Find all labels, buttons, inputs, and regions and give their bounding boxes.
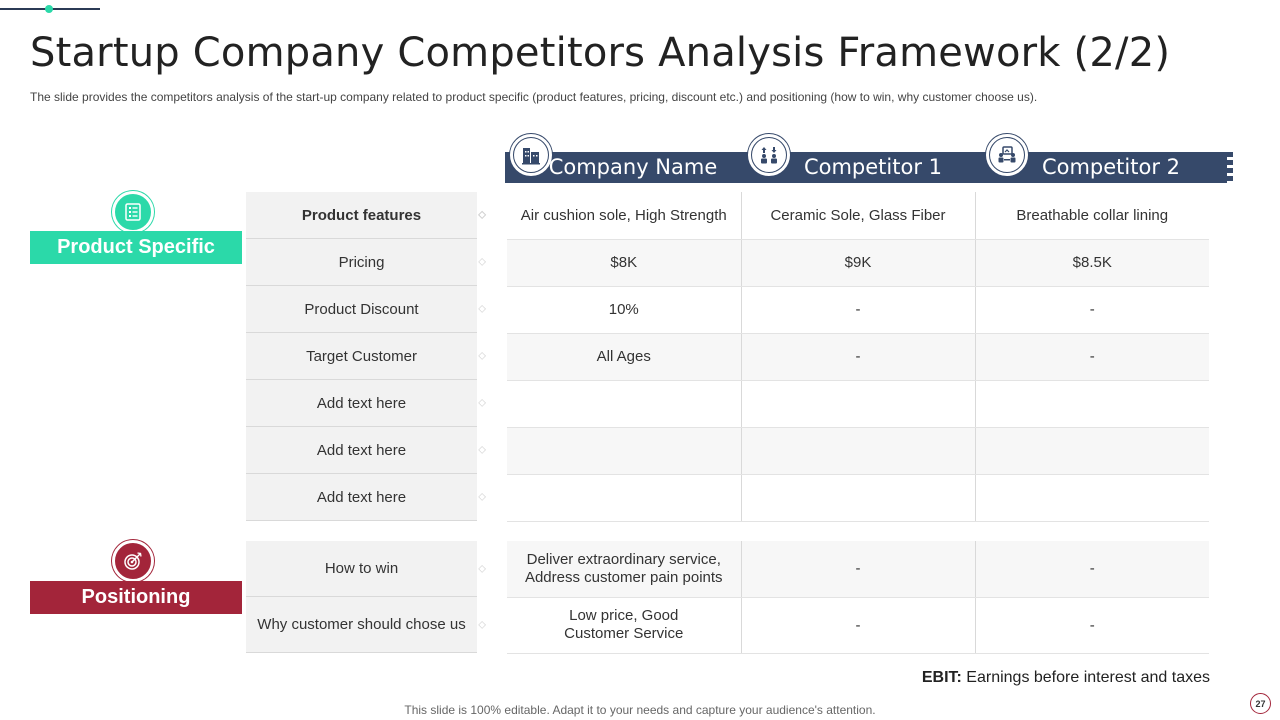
row-label-text: Add text here (316, 488, 407, 506)
row-label-text: Add text here (316, 441, 407, 459)
row-label (246, 427, 486, 474)
table-cell: Deliver extraordinary service, Address customer pain points (507, 541, 741, 597)
table-row (507, 333, 1209, 380)
row-label (246, 333, 486, 380)
table-cell: - (975, 286, 1209, 333)
table-row (507, 192, 1209, 239)
table-cell: Breathable collar lining (975, 192, 1209, 239)
table-cell: $8K (507, 239, 741, 286)
table-cell: $8.5K (975, 239, 1209, 286)
section-label-product-specific: Product Specific (30, 231, 242, 264)
positioning-data-table (507, 541, 1209, 654)
row-label (246, 286, 486, 333)
table-cell: - (975, 541, 1209, 597)
table-row (507, 541, 1209, 597)
arrow-icon: ◇ (478, 397, 486, 409)
product-row-labels (246, 192, 486, 521)
column-header-competitor-1: Competitor 1 (803, 155, 943, 179)
ebit-text: Earnings before interest and taxes (961, 669, 1210, 686)
product-data-table (507, 192, 1209, 522)
table-row (507, 239, 1209, 286)
ebit-label: EBIT: (921, 669, 962, 686)
row-label (246, 474, 486, 521)
table-row (507, 474, 1209, 521)
row-label (246, 541, 486, 597)
row-label-text: Target Customer (306, 347, 417, 365)
slide-title: Startup Company Competitors Analysis Framework (2/2) (30, 30, 1171, 76)
table-row (507, 597, 1209, 653)
positioning-row-labels (246, 541, 486, 653)
row-label (246, 192, 486, 239)
arrow-icon: ◇ (478, 619, 486, 630)
row-label-text: Add text here (316, 394, 407, 412)
competitor-people-icon (748, 134, 790, 176)
arrow-icon: ◇ (478, 209, 486, 221)
table-cell: - (741, 286, 975, 333)
table-cell (975, 380, 1209, 427)
arrow-icon: ◇ (478, 350, 486, 362)
section-label-positioning: Positioning (30, 581, 242, 614)
table-cell: All Ages (507, 333, 741, 380)
row-label-text: Pricing (338, 253, 385, 271)
table-cell: 10% (507, 286, 741, 333)
footer-note: This slide is 100% editable. Adapt it to your needs and capture your audience's attention. (404, 703, 876, 717)
table-row (507, 427, 1209, 474)
table-cell: - (741, 597, 975, 653)
table-cell: $9K (741, 239, 975, 286)
table-cell (741, 380, 975, 427)
presenter-icon (986, 134, 1028, 176)
table-cell (507, 380, 741, 427)
column-header-company: Company Name (548, 155, 718, 179)
column-header-competitor-2: Competitor 2 (1041, 155, 1181, 179)
table-cell: - (741, 333, 975, 380)
table-cell: Ceramic Sole, Glass Fiber (741, 192, 975, 239)
page-number: 27 (1250, 693, 1271, 714)
table-cell (975, 474, 1209, 521)
building-icon (510, 134, 552, 176)
table-cell: - (741, 541, 975, 597)
table-row (507, 380, 1209, 427)
table-cell (741, 474, 975, 521)
row-label-text: How to win (324, 560, 399, 577)
row-label (246, 380, 486, 427)
row-label (246, 239, 486, 286)
table-cell (741, 427, 975, 474)
table-cell (507, 427, 741, 474)
target-icon (112, 540, 154, 582)
arrow-icon: ◇ (478, 444, 486, 456)
ebit-note (922, 669, 1210, 687)
row-label-text: Product Discount (304, 300, 419, 318)
table-cell: - (975, 597, 1209, 653)
checklist-icon (112, 191, 154, 233)
table-row (507, 286, 1209, 333)
table-cell (975, 427, 1209, 474)
arrow-icon: ◇ (478, 491, 486, 503)
table-cell: Low price, Good Customer Service (507, 597, 741, 653)
row-label-text: Product features (301, 206, 422, 224)
table-cell: - (975, 333, 1209, 380)
table-cell (507, 474, 741, 521)
top-accent-dot (45, 5, 53, 13)
arrow-icon: ◇ (478, 256, 486, 268)
slide-subtitle: The slide provides the competitors analysis of the start-up company related to product specific (product features, pricing, discount etc.) and positioning (how to win, why customer choose us). (30, 90, 1038, 104)
row-label (246, 597, 486, 653)
arrow-icon: ◇ (478, 563, 486, 574)
row-label-text: Why customer should chose us (257, 616, 466, 633)
arrow-icon: ◇ (478, 303, 486, 315)
table-cell: Air cushion sole, High Strength (507, 192, 741, 239)
